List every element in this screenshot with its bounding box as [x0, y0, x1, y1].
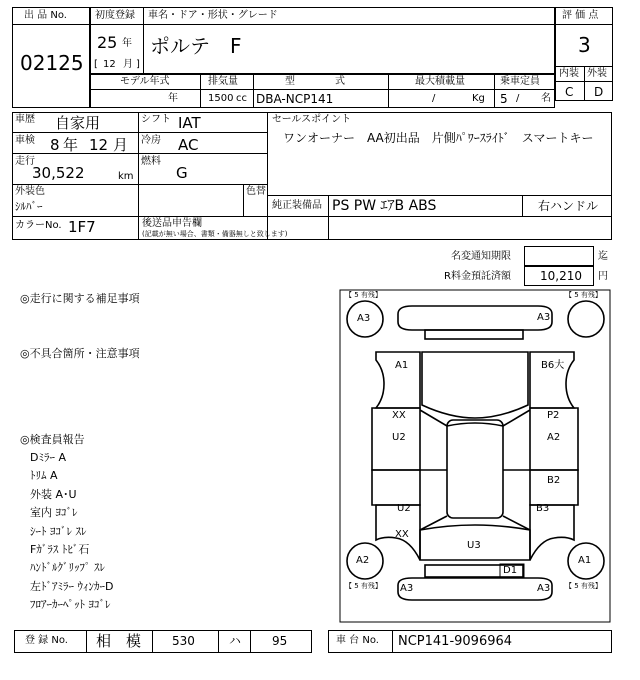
- color-change-label: 色替: [246, 186, 266, 197]
- chassis-label: 車 台 No.: [336, 635, 379, 646]
- damage-mark: XX: [395, 529, 409, 540]
- displacement-unit: cc: [236, 93, 247, 104]
- model-value: DBA-NCP141: [256, 92, 334, 106]
- ac-label: 冷房: [141, 135, 161, 146]
- max-load-unit: Kg: [472, 93, 485, 104]
- damage-mark: A2: [547, 432, 561, 443]
- capacity-unit: 名: [541, 93, 551, 104]
- list-item: 室内 ﾖｺﾞﾚ: [30, 506, 78, 520]
- damage-mark: A3: [357, 313, 371, 324]
- inspection-year: 8: [50, 136, 60, 154]
- inspection-month: 12: [89, 136, 109, 154]
- aftermarket-note: (記載が無い場合、書類・備器無しと致します): [142, 230, 288, 238]
- list-item: Dﾐﾗｰ A: [30, 451, 66, 464]
- tire-label-tr: 【 5 有残】: [565, 291, 602, 299]
- capacity-value: 5: [500, 92, 508, 106]
- capacity-sep: /: [516, 93, 520, 104]
- reg-year-unit: 年: [122, 38, 132, 49]
- color-no-label: カラーNo.: [15, 220, 62, 231]
- name-change-label: 名変通知期限: [451, 251, 511, 262]
- reg-area: 相 模: [96, 632, 142, 650]
- reg-year: 25: [97, 33, 118, 52]
- front-plate: [425, 330, 523, 339]
- damage-mark: XX: [392, 410, 406, 421]
- tire-label-bl: 【 5 有残】: [345, 582, 382, 590]
- car-name: ポルテ F: [150, 34, 242, 58]
- damage-mark: A1: [578, 555, 592, 566]
- damage-mark: B3: [536, 503, 550, 514]
- damage-mark: A3: [537, 312, 551, 323]
- list-item: 外装 A･U: [30, 487, 77, 501]
- exterior-label: 外装: [587, 68, 607, 79]
- exterior-grade: D: [594, 85, 604, 99]
- damage-mark: A3: [400, 583, 414, 594]
- reg-no-label: 登 録 No.: [25, 635, 68, 646]
- color-no-value: 1F7: [68, 218, 96, 236]
- displacement-value: 1500: [208, 93, 234, 104]
- damage-mark: U2: [392, 432, 406, 443]
- sales-points: ワンオーナー AA初出品 片側ﾊﾟﾜｰｽﾗｲﾄﾞ スマートキー: [283, 131, 594, 145]
- model-year-unit: 年: [168, 93, 178, 104]
- rear-bumper: [398, 578, 552, 600]
- tire-label-tl: 【 5 有残】: [345, 291, 382, 299]
- list-item: Fｶﾞﾗｽ ﾄﾋﾞ石: [30, 543, 90, 557]
- equipment-value: PS PW ｴｱB ABS: [332, 198, 437, 214]
- steering-value: 右ハンドル: [538, 199, 599, 213]
- reg-number: 95: [272, 634, 288, 648]
- damage-mark: A3: [537, 583, 551, 594]
- driving-notes-label: ◎走行に関する補足事項: [20, 292, 140, 305]
- shift-value: IAT: [178, 114, 201, 132]
- model-year-label: モデル年式: [120, 76, 170, 87]
- reg-month-unit: 月: [123, 59, 133, 70]
- roof: [447, 420, 503, 518]
- defects-notes-label: ◎不具合箇所・注意事項: [20, 347, 140, 360]
- list-item: 左ﾄﾞｱﾐﾗｰ ｳｨﾝｶｰD: [30, 579, 114, 593]
- chassis-value: NCP141-9096964: [398, 634, 513, 649]
- rating-value: 3: [578, 33, 591, 57]
- list-item: ﾊﾝﾄﾞﾙｸﾞﾘｯﾌﾟ ｽﾚ: [30, 561, 105, 575]
- history-label: 車歴: [15, 114, 35, 125]
- sales-points-label: セールスポイント: [272, 114, 352, 125]
- first-reg-label: 初度登録: [95, 10, 135, 21]
- fuel-label: 燃料: [141, 156, 161, 167]
- damage-mark: U2: [397, 503, 411, 514]
- history-value: 自家用: [55, 114, 101, 132]
- damage-mark: D1: [503, 565, 518, 576]
- list-item: ﾌﾛｱｰｶｰﾍﾟｯﾄ ﾖｺﾞﾚ: [30, 598, 111, 612]
- tire-front-right: [568, 301, 604, 337]
- inspection-month-unit: 月: [113, 136, 129, 154]
- displacement-label: 排気量: [208, 76, 238, 87]
- ext-color-value: ｼﾙﾊﾞｰ: [15, 200, 43, 213]
- reg-class: 530: [172, 634, 195, 648]
- interior-grade: C: [565, 85, 574, 99]
- recycle-value: 10,210: [540, 269, 582, 283]
- damage-mark: P2: [547, 410, 560, 421]
- mileage-value: 30,522: [32, 164, 85, 182]
- inspector-report-label: ◎検査員報告: [20, 433, 85, 446]
- shift-label: シフト: [141, 114, 171, 125]
- rating-label: 評 価 点: [562, 10, 599, 21]
- tire-label-br: 【 5 有残】: [565, 582, 602, 590]
- interior-label: 内装: [559, 68, 579, 79]
- rear-door-left: [372, 470, 420, 505]
- inspection-year-unit: 年: [63, 136, 79, 154]
- fuel-value: G: [176, 164, 188, 182]
- recycle-unit: 円: [598, 271, 608, 282]
- list-item: ﾄﾘﾑ A: [30, 469, 58, 483]
- damage-mark: B6大: [541, 360, 565, 371]
- reg-kana: ハ: [229, 634, 242, 648]
- reg-month: 12: [103, 59, 116, 70]
- capacity-label: 乗車定員: [500, 76, 540, 87]
- damage-mark: A2: [356, 555, 370, 566]
- damage-mark: A1: [395, 360, 409, 371]
- mileage-unit: km: [118, 171, 134, 182]
- car-name-label: 車名・ドア・形状・グレード: [148, 10, 278, 21]
- ext-color-label: 外装色: [15, 186, 45, 197]
- aftermarket-label: 後送品申告欄: [142, 218, 202, 229]
- name-change-unit: 迄: [598, 251, 608, 262]
- recycle-label: R料金預託済額: [444, 271, 511, 282]
- max-load-sep: /: [432, 93, 436, 104]
- list-item: ｼｰﾄ ﾖｺﾞﾚ ｽﾚ: [30, 524, 87, 538]
- equipment-label: 純正装備品: [272, 200, 322, 211]
- damage-mark: U3: [467, 540, 481, 551]
- max-load-label: 最大積載量: [415, 76, 465, 87]
- model-label: 型 式: [285, 76, 345, 87]
- ac-value: AC: [178, 136, 199, 154]
- lot-label: 出 品 No.: [24, 10, 67, 21]
- inspection-label: 車検: [15, 135, 35, 146]
- mileage-label: 走行: [15, 156, 35, 167]
- damage-mark: B2: [547, 475, 561, 486]
- hood: [422, 352, 528, 418]
- lot-number: 02125: [20, 51, 84, 75]
- front-bumper: [398, 306, 552, 330]
